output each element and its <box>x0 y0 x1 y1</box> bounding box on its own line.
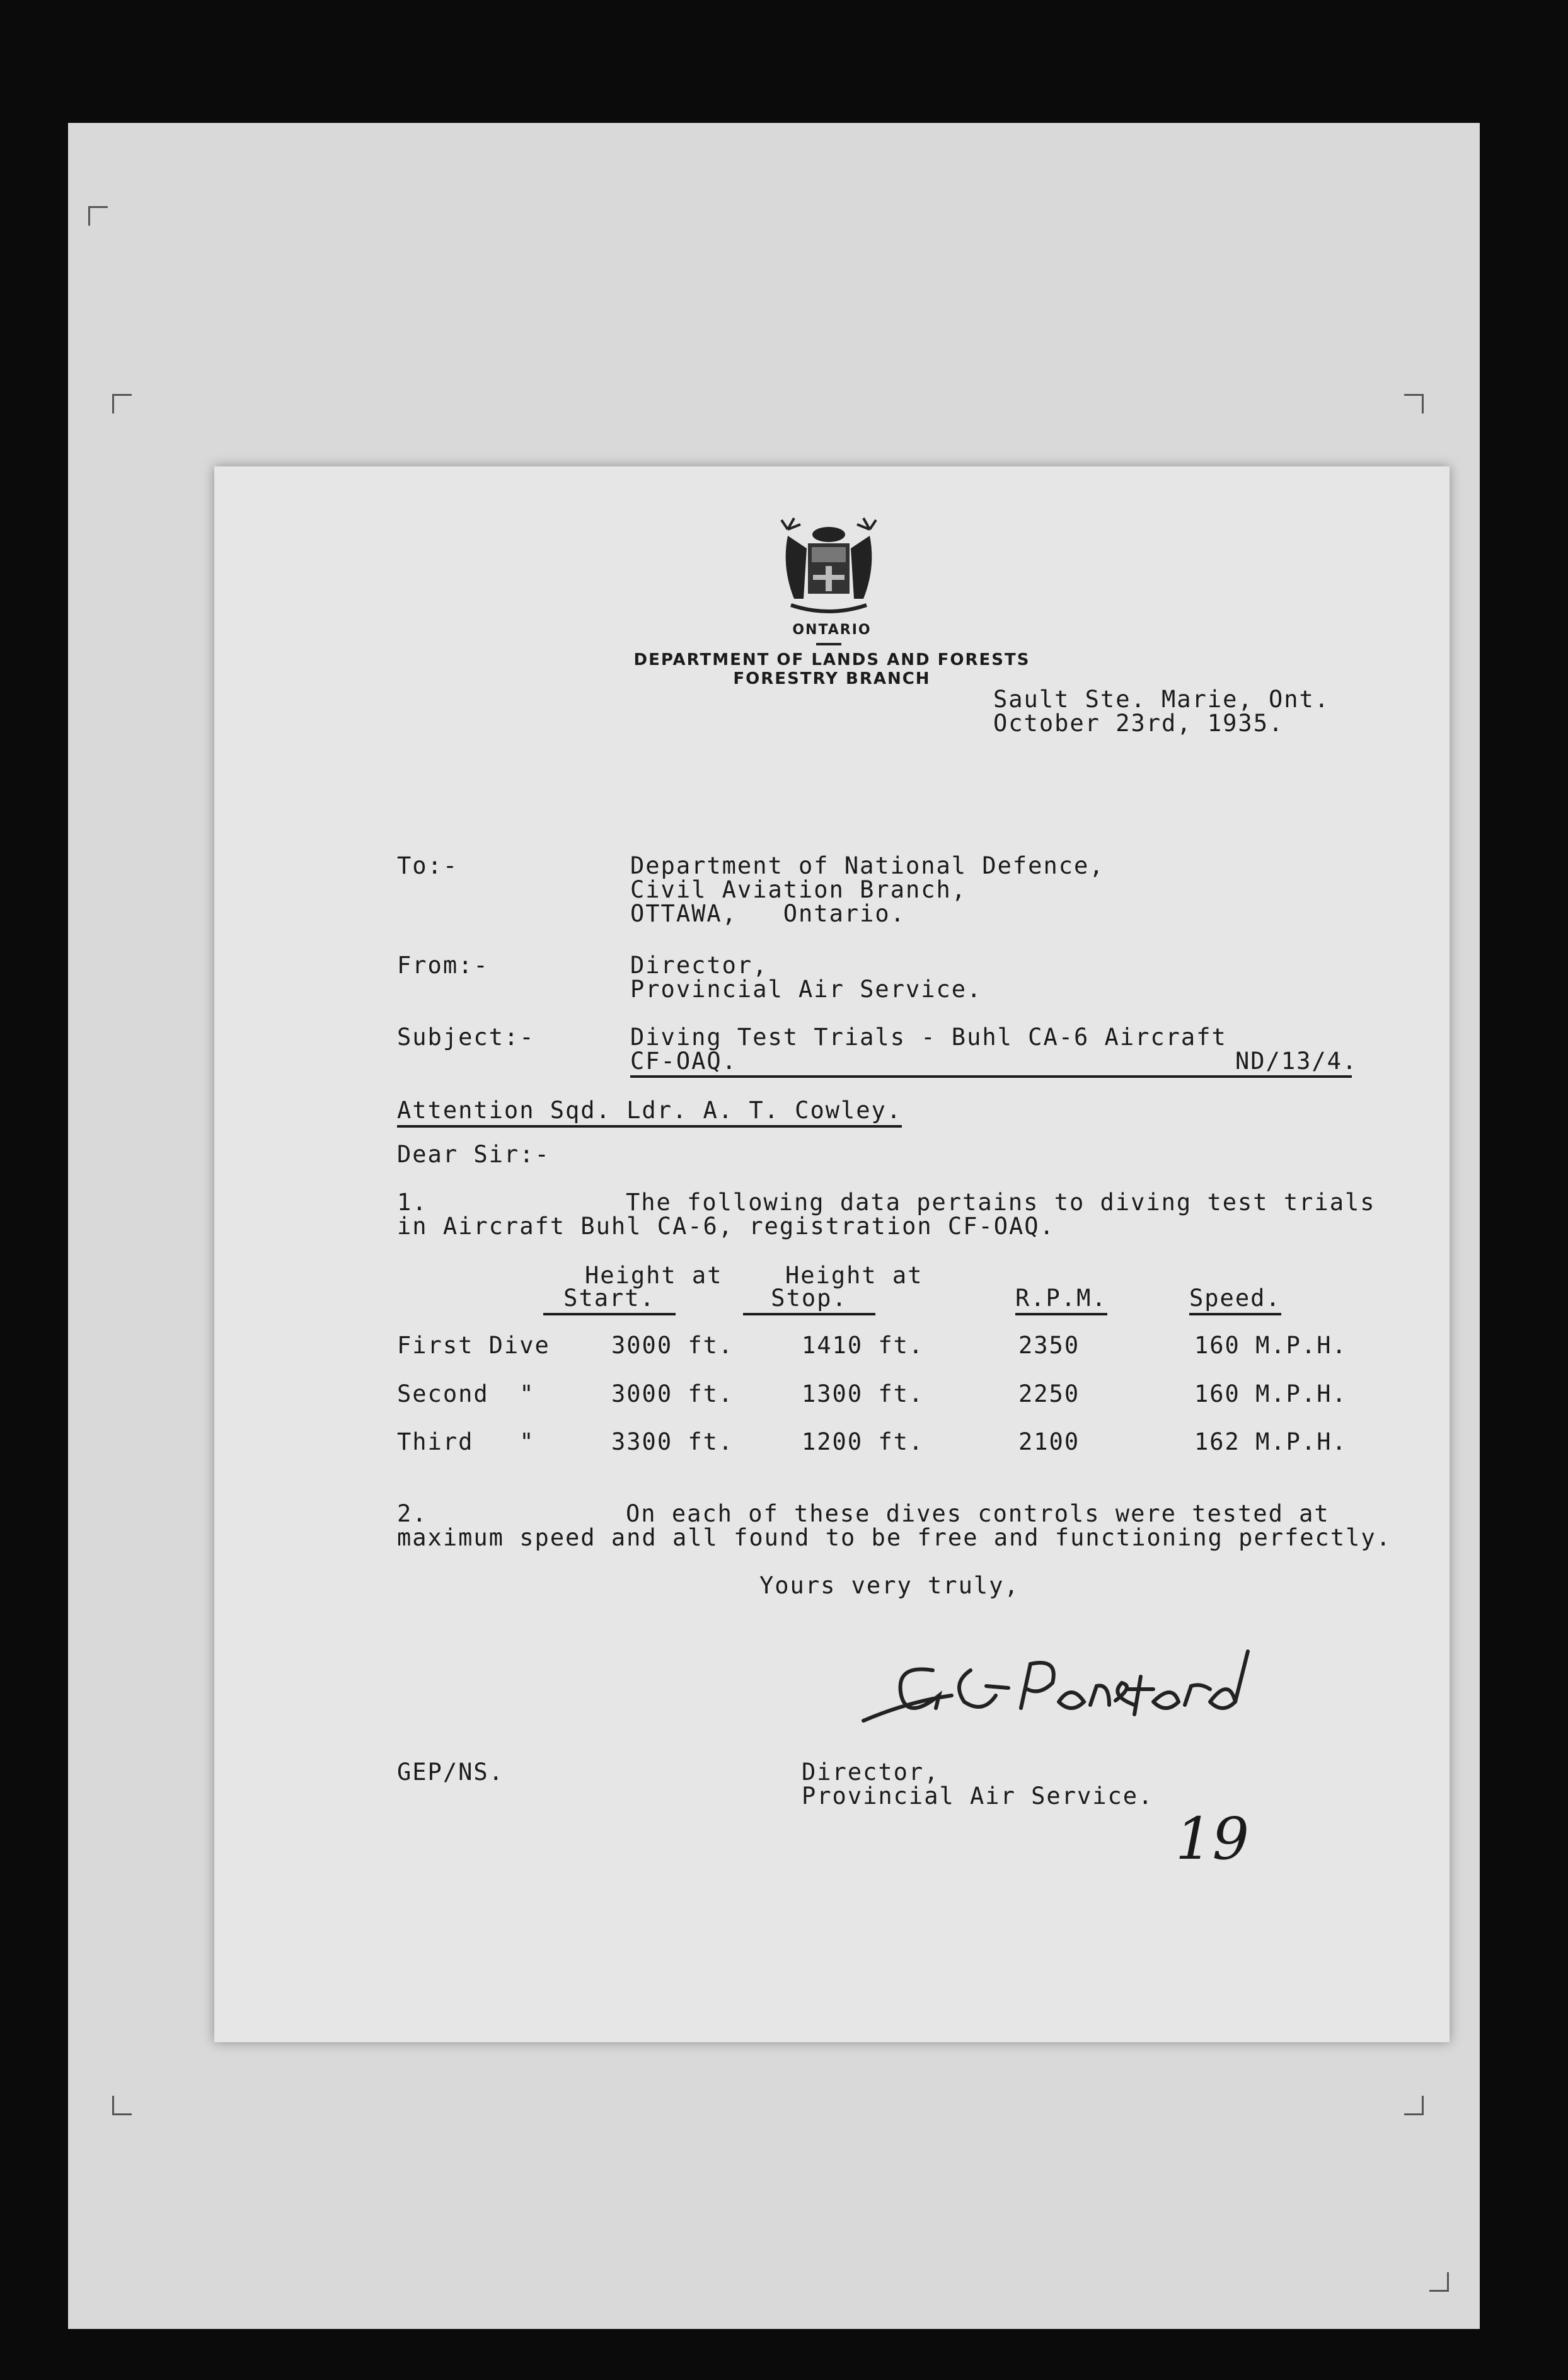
from-line: Director, <box>630 952 768 979</box>
para1-text: The following data pertains to diving test trials <box>626 1189 1376 1216</box>
letterhead-department: DEPARTMENT OF LANDS AND FORESTS <box>633 650 1030 669</box>
cell-rpm: 2350 <box>1018 1332 1080 1359</box>
para1-text: in Aircraft Buhl CA-6, registration CF-OAQ. <box>397 1213 1055 1240</box>
cell-start: 3000 ft. <box>611 1380 734 1407</box>
para2-number: 2. <box>397 1500 428 1527</box>
para2-text: maximum speed and all found to be free and functioning perfectly. <box>397 1524 1392 1551</box>
letter-place: Sault Ste. Marie, Ont. <box>993 686 1330 713</box>
header-rpm: R.P.M. <box>1015 1285 1107 1315</box>
para2-text: On each of these dives controls were tested at <box>626 1500 1330 1527</box>
cell-start: 3000 ft. <box>611 1332 734 1359</box>
letter-page <box>214 466 1450 2042</box>
to-line: Civil Aviation Branch, <box>630 876 967 903</box>
from-label: From:- <box>397 952 489 979</box>
cell-stop: 1410 ft. <box>802 1332 925 1359</box>
letterhead-rule <box>816 643 841 645</box>
header-start-top: Height at <box>585 1262 723 1289</box>
subject-label: Subject:- <box>397 1024 535 1051</box>
crop-mark <box>112 394 132 413</box>
cell-speed: 162 M.P.H. <box>1194 1428 1347 1455</box>
file-reference: ND/13/4. <box>1235 1048 1358 1075</box>
subject-underline <box>630 1075 1352 1078</box>
header-start: Start. <box>543 1285 676 1315</box>
attention-line: Attention Sqd. Ldr. A. T. Cowley. <box>397 1097 902 1128</box>
para1-number: 1. <box>397 1189 428 1216</box>
header-speed: Speed. <box>1189 1285 1281 1315</box>
cell-stop: 1300 ft. <box>802 1380 925 1407</box>
typist-initials: GEP/NS. <box>397 1759 504 1786</box>
subject-line: CF-OAQ. <box>630 1048 737 1075</box>
header-stop-top: Height at <box>785 1262 923 1289</box>
crop-mark <box>1429 2272 1449 2292</box>
handwritten-signature <box>857 1626 1298 1740</box>
crop-mark <box>112 2096 132 2115</box>
cell-start: 3300 ft. <box>611 1428 734 1455</box>
closing: Yours very truly, <box>759 1572 1020 1599</box>
crop-mark <box>1404 394 1424 413</box>
row-label: First Dive <box>397 1332 550 1359</box>
header-stop: Stop. <box>743 1285 875 1315</box>
signer-title: Director, <box>802 1759 940 1786</box>
salutation: Dear Sir:- <box>397 1141 550 1168</box>
cell-speed: 160 M.P.H. <box>1194 1380 1347 1407</box>
subject-line: Diving Test Trials - Buhl CA-6 Aircraft <box>630 1024 1227 1051</box>
letter-date: October 23rd, 1935. <box>993 710 1284 737</box>
cell-rpm: 2250 <box>1018 1380 1080 1407</box>
cell-rpm: 2100 <box>1018 1428 1080 1455</box>
letterhead-province: ONTARIO <box>792 622 872 638</box>
to-line: Department of National Defence, <box>630 852 1105 879</box>
crop-mark <box>88 206 108 226</box>
row-label: Second " <box>397 1380 535 1407</box>
ontario-coat-of-arms-icon <box>769 517 889 624</box>
crop-mark <box>1404 2096 1424 2115</box>
cell-speed: 160 M.P.H. <box>1194 1332 1347 1359</box>
row-label: Third " <box>397 1428 535 1455</box>
to-line: OTTAWA, Ontario. <box>630 900 906 927</box>
from-line: Provincial Air Service. <box>630 976 983 1003</box>
to-label: To:- <box>397 852 459 879</box>
page-number: 19 <box>1175 1805 1250 1873</box>
signer-title: Provincial Air Service. <box>802 1782 1154 1810</box>
letterhead-branch: FORESTRY BRANCH <box>733 669 931 688</box>
cell-stop: 1200 ft. <box>802 1428 925 1455</box>
